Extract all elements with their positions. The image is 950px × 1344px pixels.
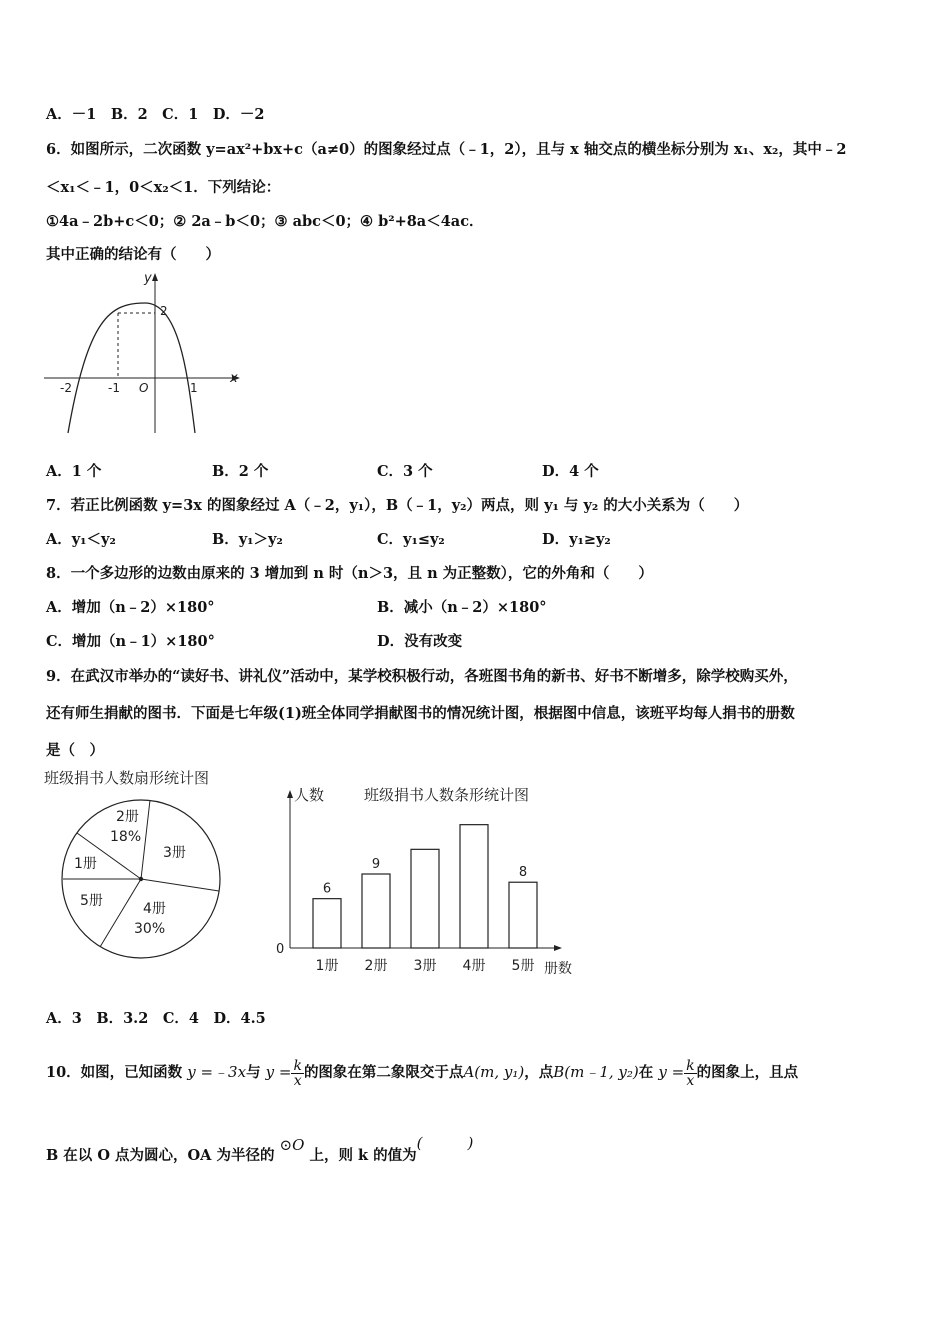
q9-bar-chart: [270, 780, 590, 985]
pie-label-1: 1册: [74, 856, 97, 872]
q10-line2b: 上，则 k 的值为: [309, 1147, 417, 1164]
pie-divider-2: [141, 800, 150, 879]
q6-tick-1: 1: [190, 381, 198, 395]
bar-category-label: 5册: [511, 958, 535, 974]
bar-ylabel: 人数: [294, 786, 325, 804]
pie-divider-3: [141, 879, 219, 891]
q10-eq1: y =﹣3x: [187, 1063, 247, 1081]
q10-x: x: [293, 1072, 302, 1089]
pie-label-2: 2册: [116, 809, 139, 825]
q10-circle: ⊙O: [279, 1136, 305, 1154]
q10-fraction-2: [684, 1059, 696, 1088]
bar-y-arrow: [287, 790, 293, 798]
q9-stem-line1: 9．在武汉市举办的“读好书、讲礼仪”活动中，某学校积极行动，各班图书角的新书、好书不断增多，除学校购买外，: [46, 668, 798, 685]
q9-stem-line3: 是（ ）: [46, 742, 104, 759]
bar-4: [460, 825, 488, 948]
bar-1: [313, 899, 341, 948]
q10-line2a: B 在以 O 点为圆心，OA 为半径的: [46, 1147, 275, 1164]
bar-5: [509, 882, 537, 948]
q6-tick-neg1: -1: [108, 381, 120, 395]
pie-label-2-pct: 18%: [110, 829, 142, 845]
bar-xlabel: 册数: [544, 961, 572, 977]
pie-center: [139, 877, 143, 881]
q6-stem-line1: 6．如图所示，二次函数 y=ax²+bx+c（a≠0）的图象经过点（﹣1，2），且与 x 轴交点的横坐标分别为 x₁、x₂，其中﹣2: [46, 141, 847, 158]
bar-origin: 0: [276, 942, 285, 957]
q10-comma: ，点: [524, 1064, 554, 1081]
bar-title: 班级捐书人数条形统计图: [364, 786, 530, 804]
q10-lead: 10．如图，已知函数: [46, 1064, 183, 1081]
q6-parabola-graph: [40, 268, 250, 438]
q6-tick-neg2: -2: [60, 381, 72, 395]
bar-category-label: 1册: [315, 958, 339, 974]
q10-point-a: A(m, y₁): [463, 1063, 525, 1081]
bar-value-label: 6: [322, 881, 332, 897]
q9-options: A．3 B．3.2 C．4 D．4.5: [46, 1010, 266, 1027]
q8-option-b: B．减小（n﹣2）×180°: [377, 599, 547, 616]
q7-option-d: D．y₁≥y₂: [542, 531, 611, 548]
pie-title: 班级捐书人数扇形统计图: [44, 769, 210, 787]
q10-mid: 的图象在第二象限交于点: [303, 1064, 464, 1081]
pie-label-5: 5册: [80, 893, 103, 909]
q6-option-c: C．3 个: [377, 463, 433, 480]
q6-parabola: [68, 303, 195, 433]
bar-category-label: 3册: [413, 958, 437, 974]
q10-stem-line2: [46, 1134, 474, 1171]
bar-3: [411, 849, 439, 948]
bar-x-arrow: [554, 945, 562, 951]
q10-y-eq-2: y =: [658, 1063, 685, 1081]
q8-option-d: D．没有改变: [377, 633, 463, 650]
q6-stem-line2: ＜x₁＜﹣1，0＜x₂＜1．下列结论：: [46, 179, 281, 196]
q5-options: A．－1 B．2 C．1 D．－2: [46, 106, 265, 123]
pie-label-4-pct: 30%: [134, 921, 166, 937]
q6-y-label: y: [144, 271, 152, 286]
q9-pie-chart: [40, 765, 240, 965]
q6-prompt: 其中正确的结论有（ ）: [46, 246, 220, 263]
q8-option-a: A．增加（n﹣2）×180°: [46, 599, 215, 616]
q7-option-c: C．y₁≤y₂: [377, 531, 445, 548]
q10-k: k: [293, 1057, 302, 1074]
q8-stem: 8．一个多边形的边数由原来的 3 增加到 n 时（n＞3，且 n 为正整数），它的外角和（ ）: [46, 565, 653, 582]
bar-category-label: 2册: [364, 958, 388, 974]
q6-conclusions: ①4a﹣2b+c＜0；② 2a﹣b＜0；③ abc＜0；④ b²+8a＜4ac．: [46, 213, 484, 230]
q7-option-a: A．y₁＜y₂: [46, 531, 116, 548]
q10-k-2: k: [686, 1057, 695, 1074]
q6-point-label: 2: [160, 304, 168, 318]
q6-origin-label: O: [139, 381, 149, 395]
q7-stem: 7．若正比例函数 y=3x 的图象经过 A（﹣2，y₁），B（﹣1，y₂）两点，则 y₁ 与 y₂ 的大小关系为（ ）: [46, 497, 749, 514]
q10-and: 与: [246, 1064, 261, 1081]
pie-label-4: 4册: [143, 901, 166, 917]
q6-y-arrow: [152, 273, 158, 281]
q10-stem-line1: [46, 1052, 798, 1093]
bar-2: [362, 874, 390, 948]
q10-point-b: B(m﹣1, y₂): [553, 1063, 639, 1081]
q10-fraction-1: [291, 1059, 303, 1088]
q6-option-d: D．4 个: [542, 463, 599, 480]
pie-label-3: 3册: [163, 845, 186, 861]
bar-value-label: 8: [518, 865, 528, 881]
bar-category-label: 4册: [462, 958, 486, 974]
q7-option-b: B．y₁＞y₂: [212, 531, 283, 548]
q10-x-2: x: [686, 1072, 695, 1089]
q6-option-a: A．1 个: [46, 463, 102, 480]
q10-y-eq: y =: [265, 1063, 292, 1081]
bar-value-label: 9: [371, 857, 381, 872]
q10-end: 的图象上，且点: [696, 1064, 799, 1081]
q10-at: 在: [638, 1064, 654, 1081]
q8-option-c: C．增加（n﹣1）×180°: [46, 633, 215, 650]
q6-option-b: B．2 个: [212, 463, 269, 480]
q10-paren: ( ): [416, 1134, 474, 1152]
q6-x-label: x: [230, 371, 238, 386]
q9-stem-line2: 还有师生捐献的图书．下面是七年级(1)班全体同学捐献图书的情况统计图，根据图中信息，该班平均每人捐书的册数: [46, 705, 795, 722]
